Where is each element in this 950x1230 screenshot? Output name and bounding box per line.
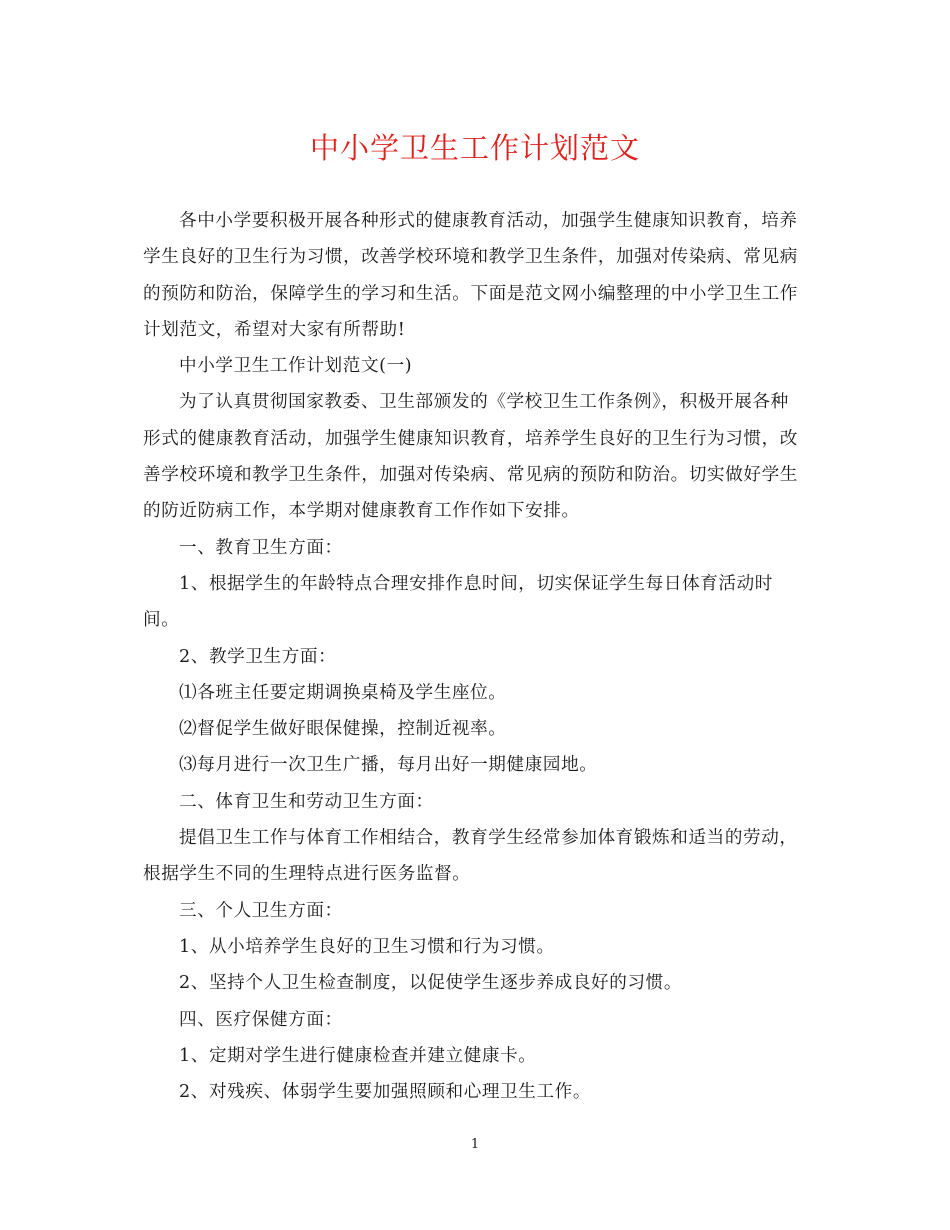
- section-heading: 四、医疗保健方面：: [179, 1009, 343, 1030]
- list-item: ⑴各班主任要定期调换桌椅及学生座位。: [179, 682, 507, 703]
- page-number: 1: [470, 1137, 480, 1152]
- list-item: 1、根据学生的年龄特点合理安排作息时间，切实保证学生每日体育活动时间。: [143, 573, 773, 631]
- body-paragraph: 提倡卫生工作与体育工作相结合，教育学生经常参加体育锻炼和适当的劳动，根据学生不同的生理特点进行医务监督。: [143, 828, 798, 885]
- section-heading: 二、体育卫生和劳动卫生方面：: [179, 791, 434, 812]
- list-item: 2、教学卫生方面：: [179, 646, 337, 667]
- document-body: [143, 203, 803, 1110]
- list-item: 2、对残疾、体弱学生要加强照顾和心理卫生工作。: [179, 1082, 592, 1103]
- section-heading: 三、个人卫生方面：: [179, 900, 343, 921]
- section-heading: 一、教育卫生方面：: [179, 537, 343, 558]
- list-item: 1、定期对学生进行健康检查并建立健康卡。: [179, 1045, 537, 1066]
- list-item: ⑶每月进行一次卫生广播，每月出好一期健康园地。: [179, 755, 598, 776]
- list-item: 1、从小培养学生良好的卫生习惯和行为习惯。: [179, 936, 555, 957]
- section-heading: 中小学卫生工作计划范文(一): [179, 356, 413, 377]
- list-item: ⑵督促学生做好眼保健操，控制近视率。: [179, 719, 507, 740]
- body-paragraph: 为了认真贯彻国家教委、卫生部颁发的《学校卫生工作条例》，积极开展各种形式的健康教育活动，加强学生健康知识教育，培养学生良好的卫生行为习惯，改善学校环境和教学卫生条件，加强对传染病、常见病的预防和防治。切实做好学生的防近防病工作，本学期对健康教育工作作如下安排。: [143, 392, 798, 522]
- list-item: 2、坚持个人卫生检查制度，以促使学生逐步养成良好的习惯。: [179, 973, 683, 994]
- intro-paragraph: 各中小学要积极开展各种形式的健康教育活动，加强学生健康知识教育，培养学生良好的卫生行为习惯，改善学校环境和教学卫生条件，加强对传染病、常见病的预防和防治，保障学生的学习和生活。下面是范文网小编整理的中小学卫生工作计划范文，希望对大家有所帮助!: [143, 211, 798, 340]
- document-title: 中小学卫生工作计划范文: [309, 131, 640, 165]
